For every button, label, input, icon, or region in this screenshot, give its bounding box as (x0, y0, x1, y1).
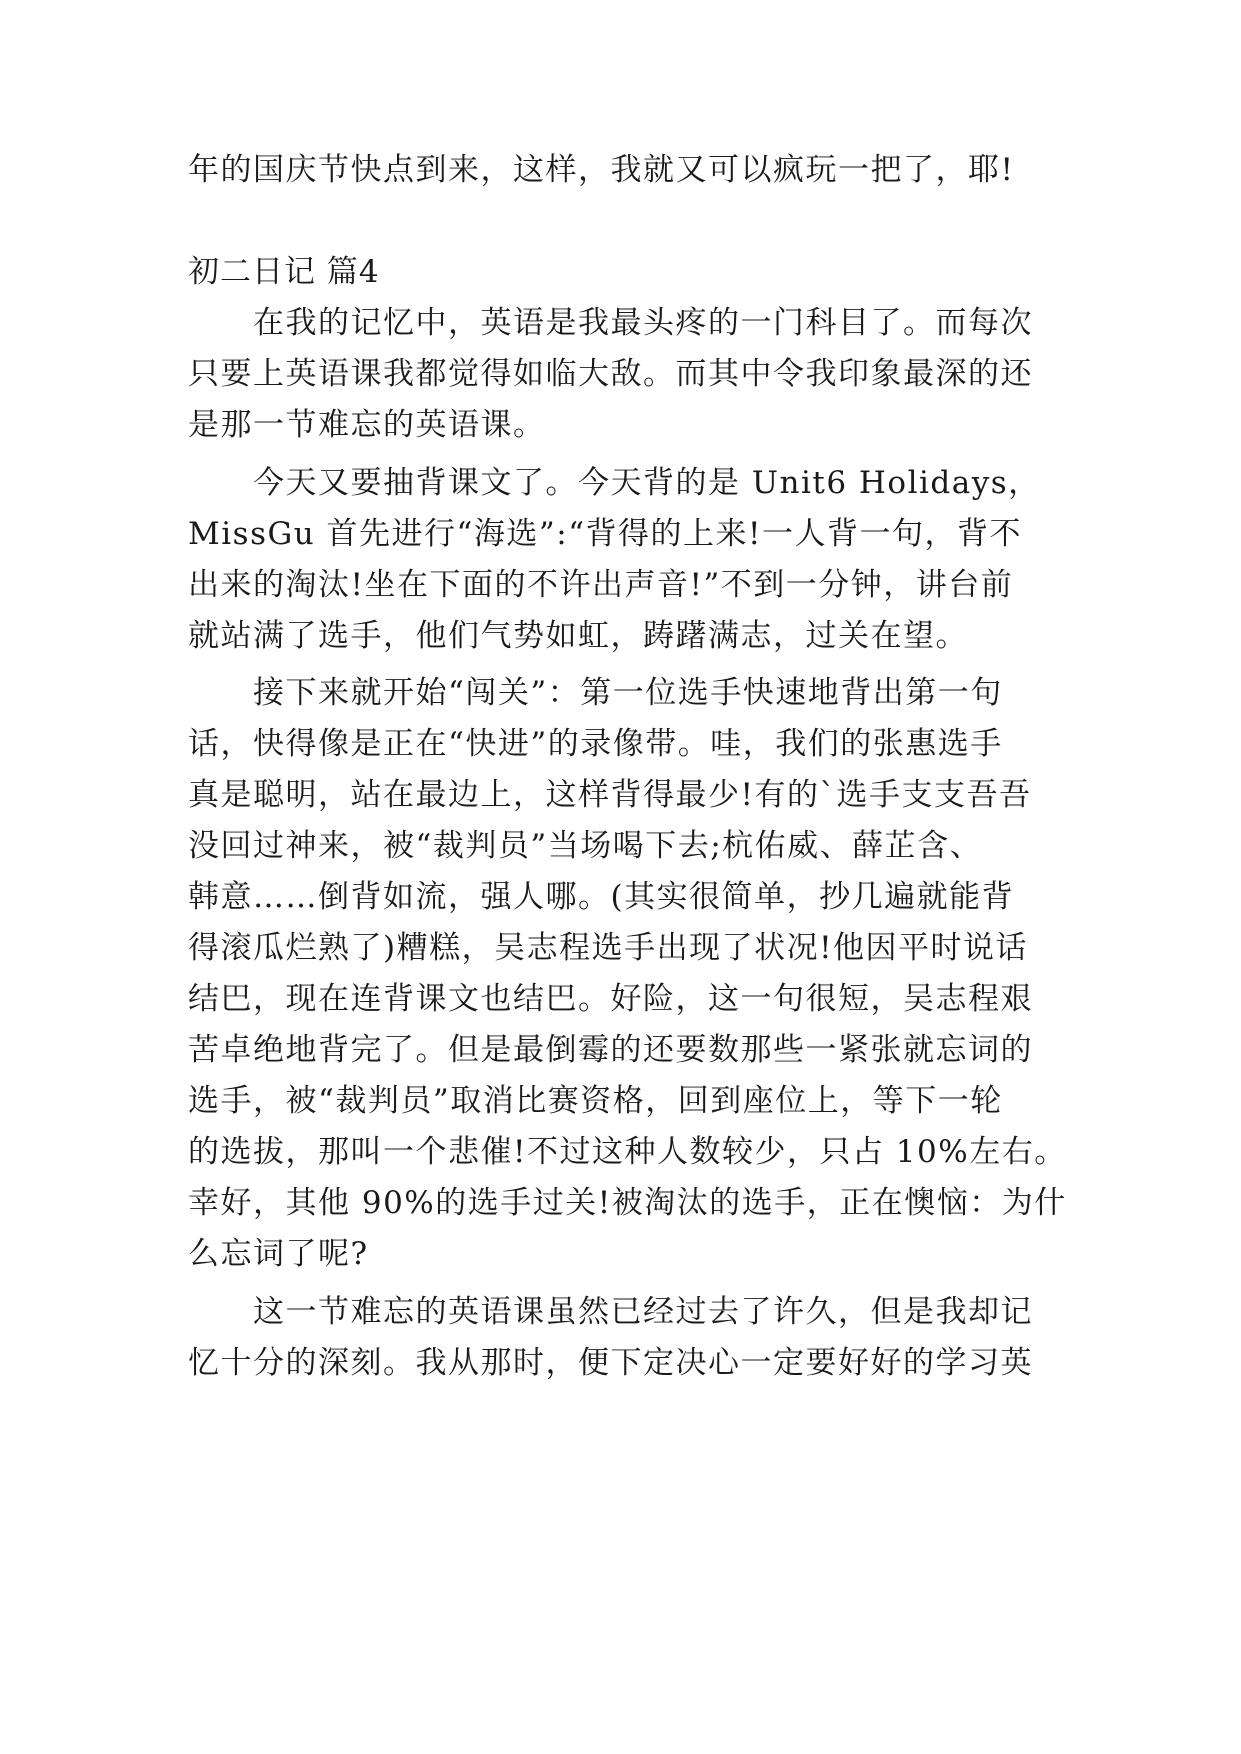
paragraph-3-line-2: 话，快得像是正在“快进”的录像带。哇，我们的张惠选手 (188, 726, 1003, 762)
paragraph-3-line-5: 韩意……倒背如流，强人哪。(其实很简单，抄几遍就能背 (188, 879, 1015, 915)
paragraph-3-line-10: 的选拔，那叫一个悲催!不过这种人数较少，只占 10%左右。 (188, 1134, 1067, 1170)
paragraph-2-line-2: MissGu 首先进行“海选”:“背得的上来!一人背一句，背不 (188, 516, 1023, 552)
paragraph-3-line-9: 选手，被“裁判员”取消比赛资格，回到座位上，等下一轮 (188, 1083, 1003, 1119)
paragraph-4-line-1: 这一节难忘的英语课虽然已经过去了许久，但是我却记 (253, 1294, 1033, 1330)
paragraph-1-line-1: 在我的记忆中，英语是我最头疼的一门科目了。而每次 (253, 305, 1033, 341)
paragraph-1-line-2: 只要上英语课我都觉得如临大敌。而其中令我印象最深的还 (188, 356, 1033, 392)
paragraph-3-line-11: 幸好，其他 90%的选手过关!被淘汰的选手，正在懊恼：为什 (188, 1185, 1067, 1221)
section-title: 初二日记 篇4 (188, 254, 380, 290)
paragraph-3-line-12: 么忘词了呢? (188, 1236, 369, 1272)
paragraph-2-line-4: 就站满了选手，他们气势如虹，踌躇满志，过关在望。 (188, 618, 968, 654)
paragraph-3-line-4: 没回过神来，被“裁判员”当场喝下去;杭佑威、薛芷含、 (188, 828, 983, 864)
paragraph-2-line-3: 出来的淘汰!坐在下面的不许出声音!”不到一分钟，讲台前 (188, 567, 1014, 603)
paragraph-3-line-6: 得滚瓜烂熟了)糟糕，吴志程选手出现了状况!他因平时说话 (188, 930, 1029, 966)
paragraph-2-line-1: 今天又要抽背课文了。今天背的是 Unit6 Holidays， (253, 465, 1041, 501)
opening-line: 年的国庆节快点到来，这样，我就又可以疯玩一把了，耶! (188, 152, 1015, 188)
paragraph-3-line-8: 苦卓绝地背完了。但是最倒霉的还要数那些一紧张就忘词的 (188, 1032, 1033, 1068)
paragraph-1-line-3: 是那一节难忘的英语课。 (188, 407, 546, 443)
paragraph-3-line-7: 结巴，现在连背课文也结巴。好险，这一句很短，吴志程艰 (188, 981, 1033, 1017)
paragraph-4-line-2: 忆十分的深刻。我从那时，便下定决心一定要好好的学习英 (188, 1345, 1033, 1381)
paragraph-3-line-3: 真是聪明，站在最边上，这样背得最少!有的`选手支支吾吾 (188, 777, 1032, 813)
paragraph-3-line-1: 接下来就开始“闯关”：第一位选手快速地背出第一句 (253, 675, 1003, 711)
